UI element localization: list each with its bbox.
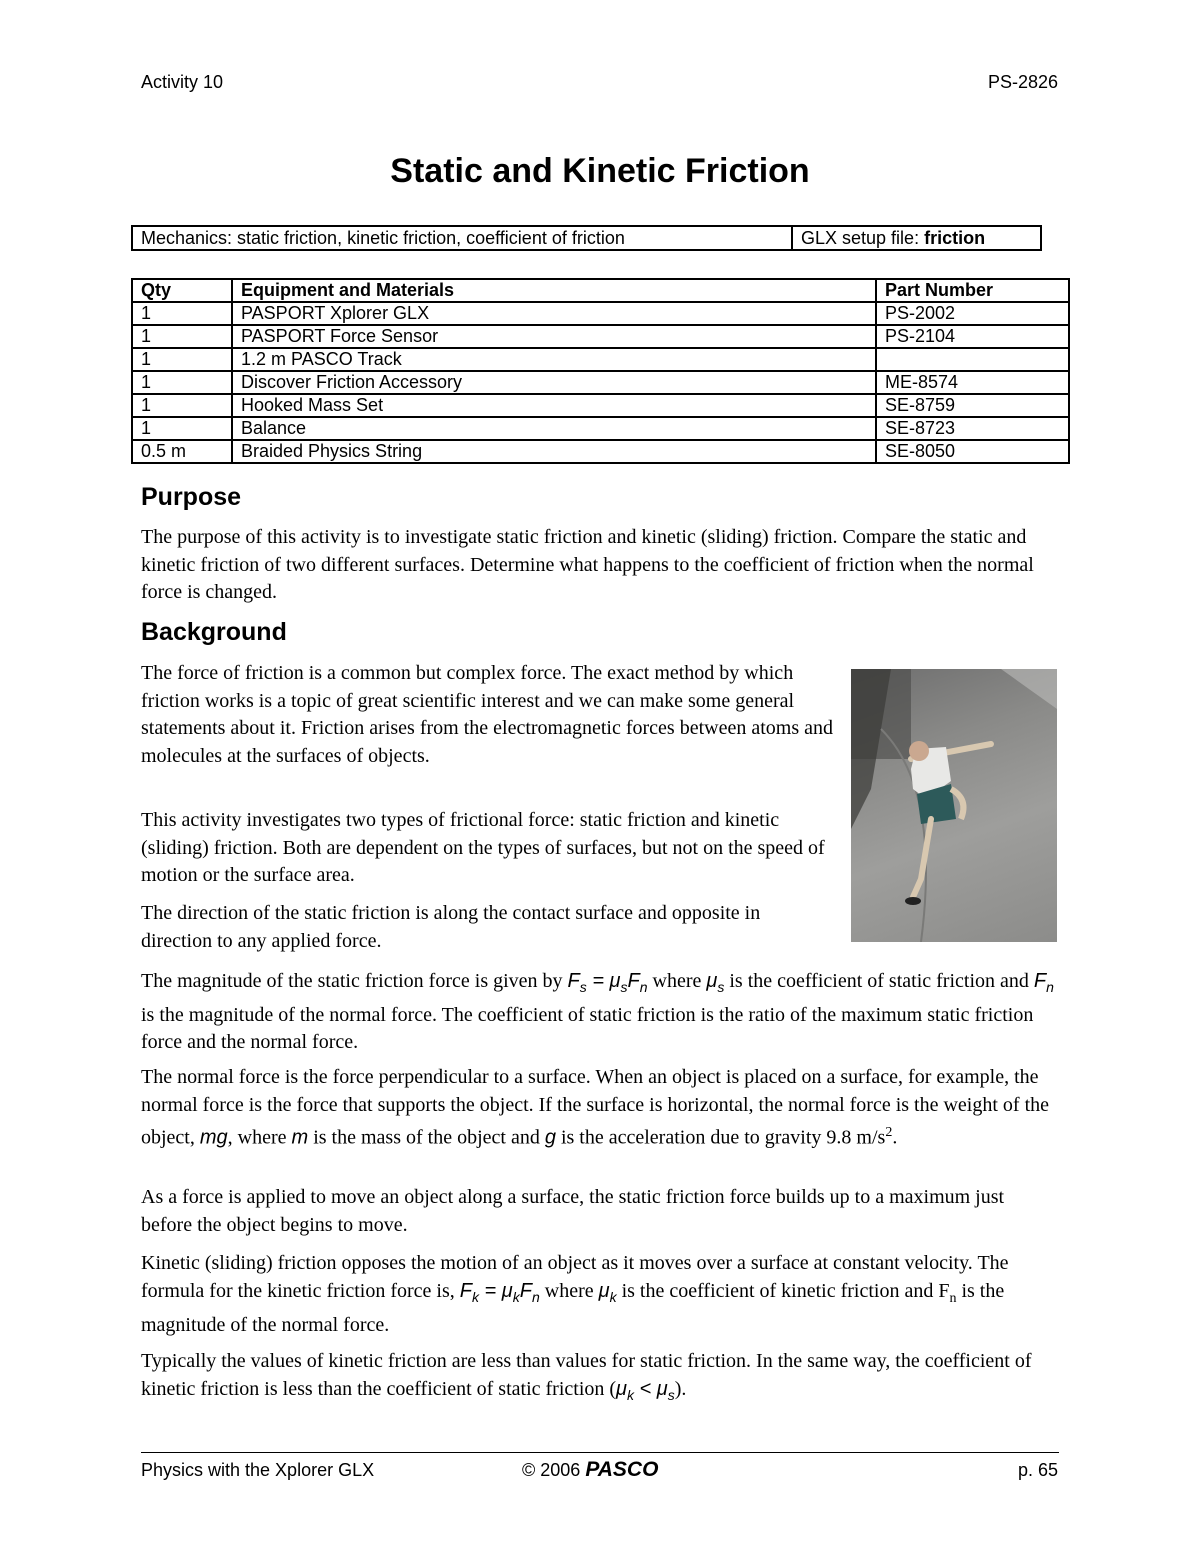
- purpose-heading: Purpose: [141, 483, 242, 511]
- background-paragraph-6: As a force is applied to move an object along a surface, the static friction force builds up to a maximum just before the object begins to move.: [141, 1186, 1005, 1236]
- p5-d: is the acceleration due to gravity 9.8 m/s: [555, 1126, 886, 1149]
- background-paragraph-3: The direction of the static friction is along the contact surface and opposite in direction to any applied force.: [141, 902, 761, 952]
- copyright-text: © 2006: [522, 1460, 586, 1480]
- row-qty: 1: [132, 394, 232, 417]
- fn-symbol: $F_n$: [1033, 970, 1054, 995]
- row-part: PS-2002: [876, 302, 1069, 325]
- table-row: [132, 302, 1069, 325]
- background-paragraph-2: This activity investigates two types of frictional force: static friction and kinetic (sliding) friction. Both are dependent on the types of surfaces, but not on the speed of motion or the surface area.: [141, 809, 825, 886]
- rock-climber-photo: [851, 669, 1057, 942]
- g-symbol: g: [544, 1126, 556, 1149]
- p7-d: is the magnitude of the normal force.: [141, 1279, 1005, 1336]
- topics-row: [132, 226, 1041, 250]
- p5-c: is the mass of the object and: [308, 1126, 545, 1149]
- background-paragraph-5: [141, 1064, 1059, 1152]
- static-friction-formula: $F_s = \mu_sF_n$: [567, 970, 648, 995]
- m-symbol: m: [291, 1126, 309, 1149]
- climber-illustration: [851, 669, 1057, 942]
- row-part: SE-8723: [876, 417, 1069, 440]
- table-row: [132, 348, 1069, 371]
- purpose-text: The purpose of this activity is to investigate static friction and kinetic (sliding) friction. Compare the static and kinetic friction of two different surfaces. Determine what happens to the coefficient of friction when the normal force is changed.: [141, 526, 1034, 603]
- mg-symbol: mg: [199, 1126, 228, 1149]
- row-qty: 1: [132, 325, 232, 348]
- page-title: Static and Kinetic Friction: [390, 152, 810, 190]
- p5-sup: 2: [885, 1125, 893, 1140]
- p7-b: where: [539, 1279, 599, 1302]
- row-item: PASPORT Xplorer GLX: [232, 302, 876, 325]
- header-activity: Activity 10: [141, 72, 224, 92]
- row-part: SE-8050: [876, 440, 1069, 463]
- mu-k-symbol: $\mu_k$: [598, 1279, 617, 1305]
- p5-e: .: [892, 1126, 898, 1149]
- row-item: Hooked Mass Set: [232, 394, 876, 417]
- row-qty: 1: [132, 302, 232, 325]
- footer-divider: [141, 1452, 1059, 1453]
- row-part: SE-8759: [876, 394, 1069, 417]
- table-row: [132, 371, 1069, 394]
- header-qty: Qty: [132, 279, 232, 302]
- topics-table: [131, 225, 1042, 251]
- setup-file-cell: [792, 226, 1041, 250]
- footer-page-number: p. 65: [1017, 1460, 1058, 1480]
- row-qty: 1: [132, 371, 232, 394]
- row-item: 1.2 m PASCO Track: [232, 348, 876, 371]
- table-row: [132, 440, 1069, 463]
- p4-b: where: [647, 970, 707, 992]
- row-item: Braided Physics String: [232, 440, 876, 463]
- footer-book-title: Physics with the Xplorer GLX: [141, 1460, 375, 1480]
- setup-file-label: GLX setup file:: [801, 227, 925, 248]
- p8-a: Typically the values of kinetic friction are less than values for static friction. In the same way, the coefficient of kinetic friction is less than the coefficient of static friction (: [141, 1350, 1032, 1400]
- header-part-number: Part Number: [876, 279, 1069, 302]
- row-qty: 1: [132, 348, 232, 371]
- header-part-number: PS-2826: [987, 72, 1058, 92]
- equipment-header-row: [132, 279, 1069, 302]
- row-part: ME-8574: [876, 371, 1069, 394]
- p7-c: is the coefficient of kinetic friction and F: [616, 1279, 950, 1302]
- p5-b: , where: [227, 1126, 292, 1149]
- row-qty: 1: [132, 417, 232, 440]
- background-paragraph-1: The force of friction is a common but complex force. The exact method by which friction works is a topic of great scientific interest and we can make some general statements about it. Friction arises from the electromagnetic forces between atoms and molecules at the surfaces of objects.: [141, 662, 833, 767]
- footer-copyright: [522, 1458, 658, 1482]
- p4-c: is the coefficient of static friction and: [724, 970, 1034, 992]
- row-item: Balance: [232, 417, 876, 440]
- mu-comparison: $\mu_k < \mu_s$: [616, 1377, 675, 1403]
- mu-s-symbol: $\mu_s$: [706, 970, 725, 995]
- topics-cell: Mechanics: static friction, kinetic friction, coefficient of friction: [132, 226, 792, 250]
- p8-b: ).: [674, 1377, 687, 1400]
- setup-file-name: friction: [924, 227, 986, 248]
- table-row: [132, 417, 1069, 440]
- background-paragraph-7: [141, 1250, 1059, 1340]
- p7-sub: n: [949, 1290, 957, 1306]
- background-heading: Background: [141, 618, 287, 646]
- background-paragraph-8: [141, 1348, 1059, 1409]
- row-item: PASPORT Force Sensor: [232, 325, 876, 348]
- p4-d: is the magnitude of the normal force. The coefficient of static friction is the ratio of the maximum static friction force and the normal force.: [141, 1003, 1034, 1053]
- row-part: [876, 348, 1069, 371]
- kinetic-friction-formula: $F_k = \mu_kF_n$: [459, 1279, 540, 1305]
- header-equipment: Equipment and Materials: [232, 279, 876, 302]
- background-paragraph-4: [141, 968, 1059, 1057]
- table-row: [132, 394, 1069, 417]
- p4-a: The magnitude of the static friction force is given by: [141, 970, 568, 992]
- row-qty: 0.5 m: [132, 440, 232, 463]
- row-part: PS-2104: [876, 325, 1069, 348]
- row-item: Discover Friction Accessory: [232, 371, 876, 394]
- pasco-brand: PASCO: [585, 1458, 659, 1481]
- p7-a: Kinetic (sliding) friction opposes the motion of an object as it moves over a surface at constant velocity. The formula for the kinetic friction force is,: [141, 1252, 1009, 1302]
- p5-a: The normal force is the force perpendicular to a surface. When an object is placed on a surface, for example, the normal force is the force that supports the object. If the surface is horizontal, the normal force is the weight of the object,: [141, 1066, 1050, 1149]
- equipment-table: [131, 278, 1070, 464]
- table-row: [132, 325, 1069, 348]
